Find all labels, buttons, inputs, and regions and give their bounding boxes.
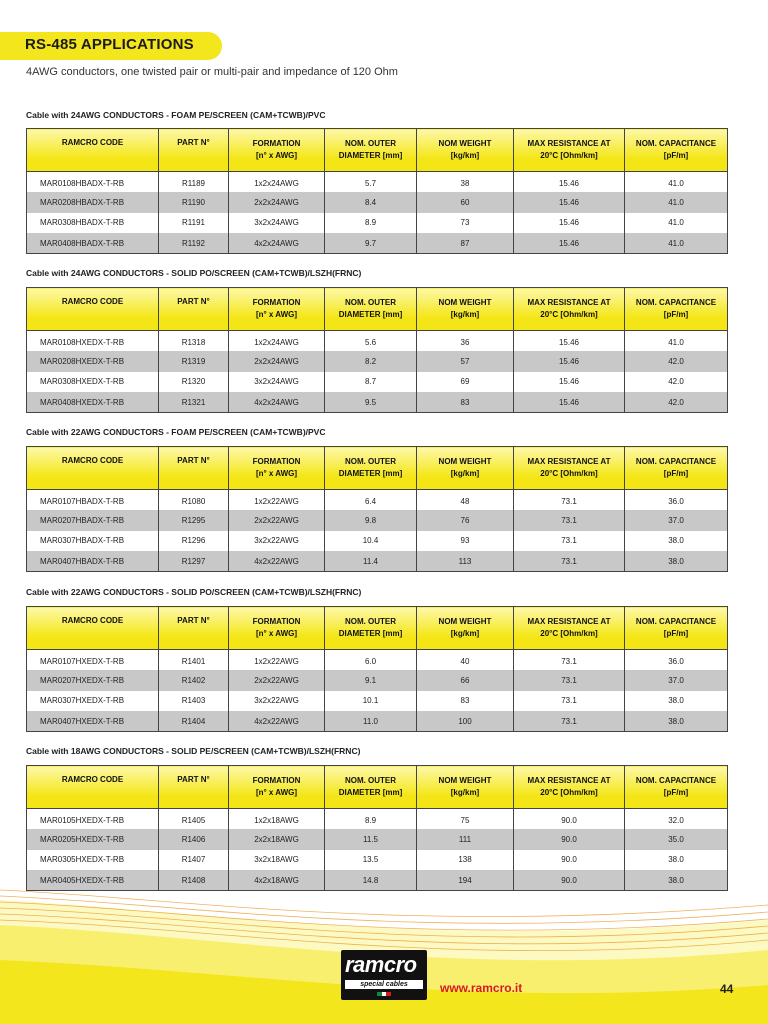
table-header-row [27, 607, 728, 650]
cell-capacitance: 37.0 [625, 670, 728, 691]
column-header-outer-diameter [325, 447, 417, 490]
cell-formation: 1x2x22AWG [229, 650, 325, 671]
table-row [27, 331, 728, 352]
column-header-line1: RAMCRO CODE [61, 138, 124, 147]
column-header-line2: [n° x AWG] [255, 469, 298, 478]
cell-outer-diameter: 8.2 [325, 351, 417, 372]
column-header-line1: NOM. CAPACITANCE [635, 617, 717, 626]
cell-weight: 194 [417, 870, 514, 891]
cell-outer-diameter: 6.4 [325, 490, 417, 511]
table-row [27, 829, 728, 850]
cell-part-number: R1407 [159, 850, 229, 871]
column-header-line1: FORMATION [252, 457, 301, 466]
column-header-line1: MAX RESISTANCE AT [527, 617, 611, 626]
cell-part-number: R1295 [159, 510, 229, 531]
column-header-line2: [pF/m] [663, 151, 689, 160]
table-row [27, 372, 728, 393]
column-header-line2: [n° x AWG] [255, 151, 298, 160]
cell-part-number: R1296 [159, 531, 229, 552]
cell-formation: 2x2x24AWG [229, 192, 325, 213]
cell-capacitance: 42.0 [625, 372, 728, 393]
cell-max-resistance: 15.46 [514, 392, 625, 413]
cell-ramcro-code: MAR0207HBADX-T-RB [27, 510, 159, 531]
cell-weight: 113 [417, 551, 514, 572]
column-header-weight [417, 129, 514, 172]
cell-weight: 69 [417, 372, 514, 393]
cell-max-resistance: 15.46 [514, 172, 625, 193]
column-header-line1: NOM WEIGHT [438, 298, 492, 307]
column-header-line2: DIAMETER [mm] [338, 151, 403, 160]
column-header-ramcro-code [27, 129, 159, 172]
cell-ramcro-code: MAR0308HBADX-T-RB [27, 213, 159, 234]
cell-weight: 40 [417, 650, 514, 671]
column-header-formation [229, 607, 325, 650]
column-header-part-number [159, 129, 229, 172]
cell-weight: 38 [417, 172, 514, 193]
cell-ramcro-code: MAR0208HBADX-T-RB [27, 192, 159, 213]
column-header-capacitance [625, 447, 728, 490]
column-header-max-resistance [514, 288, 625, 331]
cell-ramcro-code: MAR0307HXEDX-T-RB [27, 691, 159, 712]
cell-max-resistance: 73.1 [514, 490, 625, 511]
cell-weight: 57 [417, 351, 514, 372]
column-header-line2: [kg/km] [450, 629, 480, 638]
spec-table [26, 128, 728, 254]
cell-part-number: R1080 [159, 490, 229, 511]
cell-capacitance: 36.0 [625, 650, 728, 671]
column-header-line1: MAX RESISTANCE AT [527, 776, 611, 785]
column-header-line1: PART N° [177, 297, 210, 306]
logo-tagline: special cables [345, 980, 423, 989]
column-header-line2: [pF/m] [663, 788, 689, 797]
cell-weight: 73 [417, 213, 514, 234]
cell-max-resistance: 90.0 [514, 829, 625, 850]
cell-weight: 111 [417, 829, 514, 850]
cell-formation: 1x2x24AWG [229, 172, 325, 193]
cell-part-number: R1321 [159, 392, 229, 413]
cell-ramcro-code: MAR0207HXEDX-T-RB [27, 670, 159, 691]
section-title: Cable with 24AWG CONDUCTORS - FOAM PE/SCREEN (CAM+TCWB)/PVC [26, 110, 326, 120]
section-title: Cable with 24AWG CONDUCTORS - SOLID PO/SCREEN (CAM+TCWB)/LSZH(FRNC) [26, 268, 362, 278]
table-row [27, 670, 728, 691]
table-row [27, 691, 728, 712]
cell-formation: 1x2x18AWG [229, 809, 325, 830]
column-header-part-number [159, 288, 229, 331]
cell-weight: 48 [417, 490, 514, 511]
column-header-outer-diameter [325, 288, 417, 331]
cell-part-number: R1404 [159, 711, 229, 732]
cell-ramcro-code: MAR0407HXEDX-T-RB [27, 711, 159, 732]
section-title: Cable with 22AWG CONDUCTORS - SOLID PO/SCREEN (CAM+TCWB)/LSZH(FRNC) [26, 587, 362, 597]
spec-table [26, 446, 728, 572]
table-header-row [27, 288, 728, 331]
column-header-capacitance [625, 766, 728, 809]
cell-capacitance: 38.0 [625, 691, 728, 712]
cell-ramcro-code: MAR0308HXEDX-T-RB [27, 372, 159, 393]
column-header-max-resistance [514, 129, 625, 172]
cell-max-resistance: 15.46 [514, 372, 625, 393]
column-header-line2: [n° x AWG] [255, 788, 298, 797]
cell-outer-diameter: 10.4 [325, 531, 417, 552]
column-header-formation [229, 129, 325, 172]
column-header-line2: [kg/km] [450, 310, 480, 319]
cell-max-resistance: 90.0 [514, 870, 625, 891]
cell-formation: 2x2x24AWG [229, 351, 325, 372]
column-header-line1: NOM. OUTER [344, 776, 397, 785]
cell-max-resistance: 15.46 [514, 351, 625, 372]
cell-outer-diameter: 8.9 [325, 809, 417, 830]
cell-part-number: R1190 [159, 192, 229, 213]
cell-ramcro-code: MAR0208HXEDX-T-RB [27, 351, 159, 372]
cell-capacitance: 38.0 [625, 551, 728, 572]
cell-max-resistance: 15.46 [514, 233, 625, 254]
cell-ramcro-code: MAR0105HXEDX-T-RB [27, 809, 159, 830]
column-header-capacitance [625, 288, 728, 331]
table-row [27, 490, 728, 511]
cell-weight: 87 [417, 233, 514, 254]
cell-formation: 2x2x22AWG [229, 510, 325, 531]
cell-weight: 93 [417, 531, 514, 552]
cell-ramcro-code: MAR0405HXEDX-T-RB [27, 870, 159, 891]
column-header-line1: NOM WEIGHT [438, 139, 492, 148]
table-header-row [27, 766, 728, 809]
table-row [27, 850, 728, 871]
column-header-ramcro-code [27, 607, 159, 650]
section-title: Cable with 18AWG CONDUCTORS - SOLID PE/SCREEN (CAM+TCWB)/LSZH(FRNC) [26, 746, 361, 756]
column-header-line2: 20°C [Ohm/km] [540, 151, 598, 160]
column-header-line1: PART N° [177, 138, 210, 147]
column-header-line2: [kg/km] [450, 151, 480, 160]
cell-outer-diameter: 9.8 [325, 510, 417, 531]
cell-max-resistance: 73.1 [514, 670, 625, 691]
column-header-formation [229, 288, 325, 331]
cell-outer-diameter: 11.0 [325, 711, 417, 732]
cell-ramcro-code: MAR0108HBADX-T-RB [27, 172, 159, 193]
cell-capacitance: 41.0 [625, 331, 728, 352]
column-header-formation [229, 766, 325, 809]
cell-ramcro-code: MAR0407HBADX-T-RB [27, 551, 159, 572]
column-header-part-number [159, 607, 229, 650]
ramcro-logo [341, 950, 427, 1000]
cell-part-number: R1405 [159, 809, 229, 830]
column-header-line2: [kg/km] [450, 469, 480, 478]
cell-outer-diameter: 8.4 [325, 192, 417, 213]
spec-table [26, 287, 728, 413]
cell-capacitance: 38.0 [625, 870, 728, 891]
cell-capacitance: 42.0 [625, 351, 728, 372]
table-row [27, 192, 728, 213]
column-header-line1: NOM. CAPACITANCE [635, 776, 717, 785]
cell-weight: 83 [417, 691, 514, 712]
column-header-outer-diameter [325, 129, 417, 172]
cell-weight: 100 [417, 711, 514, 732]
cell-outer-diameter: 5.6 [325, 331, 417, 352]
column-header-line2: DIAMETER [mm] [338, 310, 403, 319]
cell-outer-diameter: 10.1 [325, 691, 417, 712]
italian-flag-icon [377, 992, 391, 996]
column-header-part-number [159, 766, 229, 809]
cell-formation: 4x2x22AWG [229, 711, 325, 732]
cell-ramcro-code: MAR0307HBADX-T-RB [27, 531, 159, 552]
cell-weight: 36 [417, 331, 514, 352]
cell-formation: 1x2x24AWG [229, 331, 325, 352]
cell-part-number: R1402 [159, 670, 229, 691]
column-header-part-number [159, 447, 229, 490]
cell-max-resistance: 90.0 [514, 850, 625, 871]
table-row [27, 809, 728, 830]
cell-part-number: R1403 [159, 691, 229, 712]
cell-outer-diameter: 14.8 [325, 870, 417, 891]
column-header-line1: PART N° [177, 775, 210, 784]
cell-max-resistance: 73.1 [514, 711, 625, 732]
page-subtitle: 4AWG conductors, one twisted pair or multi-pair and impedance of 120 Ohm [26, 66, 398, 78]
column-header-line2: [pF/m] [663, 629, 689, 638]
column-header-line1: FORMATION [252, 298, 301, 307]
table-row [27, 351, 728, 372]
column-header-line1: PART N° [177, 456, 210, 465]
column-header-line1: FORMATION [252, 776, 301, 785]
column-header-capacitance [625, 607, 728, 650]
column-header-line2: [kg/km] [450, 788, 480, 797]
cell-outer-diameter: 11.5 [325, 829, 417, 850]
cell-max-resistance: 15.46 [514, 192, 625, 213]
column-header-line2: DIAMETER [mm] [338, 469, 403, 478]
column-header-line1: FORMATION [252, 617, 301, 626]
table-row [27, 510, 728, 531]
cell-ramcro-code: MAR0205HXEDX-T-RB [27, 829, 159, 850]
column-header-line2: 20°C [Ohm/km] [540, 310, 598, 319]
cell-outer-diameter: 6.0 [325, 650, 417, 671]
cell-capacitance: 41.0 [625, 213, 728, 234]
column-header-line1: NOM. OUTER [344, 298, 397, 307]
cell-ramcro-code: MAR0408HBADX-T-RB [27, 233, 159, 254]
cell-formation: 2x2x18AWG [229, 829, 325, 850]
column-header-line1: RAMCRO CODE [61, 456, 124, 465]
column-header-outer-diameter [325, 766, 417, 809]
table-row [27, 392, 728, 413]
cell-formation: 4x2x22AWG [229, 551, 325, 572]
spec-table [26, 765, 728, 891]
table-row [27, 172, 728, 193]
cell-part-number: R1408 [159, 870, 229, 891]
cell-part-number: R1191 [159, 213, 229, 234]
cell-formation: 3x2x24AWG [229, 213, 325, 234]
cell-formation: 1x2x22AWG [229, 490, 325, 511]
cell-part-number: R1320 [159, 372, 229, 393]
column-header-line2: [n° x AWG] [255, 629, 298, 638]
cell-capacitance: 41.0 [625, 233, 728, 254]
column-header-line2: 20°C [Ohm/km] [540, 629, 598, 638]
cell-formation: 3x2x24AWG [229, 372, 325, 393]
column-header-line1: MAX RESISTANCE AT [527, 298, 611, 307]
page-title: RS-485 APPLICATIONS [25, 36, 194, 53]
cell-capacitance: 37.0 [625, 510, 728, 531]
cell-weight: 138 [417, 850, 514, 871]
column-header-line2: 20°C [Ohm/km] [540, 469, 598, 478]
column-header-line2: DIAMETER [mm] [338, 629, 403, 638]
cell-capacitance: 35.0 [625, 829, 728, 850]
column-header-max-resistance [514, 447, 625, 490]
cell-max-resistance: 73.1 [514, 510, 625, 531]
cell-max-resistance: 73.1 [514, 691, 625, 712]
cell-max-resistance: 73.1 [514, 551, 625, 572]
cell-formation: 4x2x18AWG [229, 870, 325, 891]
column-header-line1: NOM. OUTER [344, 139, 397, 148]
table-row [27, 531, 728, 552]
cell-outer-diameter: 9.5 [325, 392, 417, 413]
cell-formation: 2x2x22AWG [229, 670, 325, 691]
page-number: 44 [720, 982, 734, 996]
cell-ramcro-code: MAR0305HXEDX-T-RB [27, 850, 159, 871]
cell-outer-diameter: 9.1 [325, 670, 417, 691]
column-header-line2: [pF/m] [663, 469, 689, 478]
column-header-line1: MAX RESISTANCE AT [527, 139, 611, 148]
cell-max-resistance: 90.0 [514, 809, 625, 830]
column-header-max-resistance [514, 607, 625, 650]
column-header-ramcro-code [27, 288, 159, 331]
cell-part-number: R1297 [159, 551, 229, 572]
cell-capacitance: 38.0 [625, 850, 728, 871]
cell-outer-diameter: 5.7 [325, 172, 417, 193]
cell-capacitance: 41.0 [625, 172, 728, 193]
website-link[interactable]: www.ramcro.it [440, 981, 523, 995]
section-title: Cable with 22AWG CONDUCTORS - FOAM PE/SCREEN (CAM+TCWB)/PVC [26, 427, 326, 437]
table-header-row [27, 129, 728, 172]
cell-ramcro-code: MAR0107HBADX-T-RB [27, 490, 159, 511]
column-header-line2: [pF/m] [663, 310, 689, 319]
cell-formation: 4x2x24AWG [229, 392, 325, 413]
table-header-row [27, 447, 728, 490]
cell-ramcro-code: MAR0108HXEDX-T-RB [27, 331, 159, 352]
cell-part-number: R1192 [159, 233, 229, 254]
cell-outer-diameter: 8.9 [325, 213, 417, 234]
column-header-max-resistance [514, 766, 625, 809]
cell-part-number: R1189 [159, 172, 229, 193]
cell-outer-diameter: 11.4 [325, 551, 417, 572]
column-header-outer-diameter [325, 607, 417, 650]
column-header-line1: NOM. CAPACITANCE [635, 298, 717, 307]
column-header-line1: PART N° [177, 616, 210, 625]
cell-max-resistance: 73.1 [514, 531, 625, 552]
cell-formation: 4x2x24AWG [229, 233, 325, 254]
cell-formation: 3x2x22AWG [229, 691, 325, 712]
cell-weight: 75 [417, 809, 514, 830]
cell-max-resistance: 15.46 [514, 213, 625, 234]
cell-formation: 3x2x18AWG [229, 850, 325, 871]
logo-wordmark: ramcro [345, 952, 417, 977]
cell-weight: 83 [417, 392, 514, 413]
cell-part-number: R1401 [159, 650, 229, 671]
column-header-line1: NOM WEIGHT [438, 457, 492, 466]
column-header-line1: NOM WEIGHT [438, 617, 492, 626]
column-header-line1: NOM WEIGHT [438, 776, 492, 785]
spec-table [26, 606, 728, 732]
table-row [27, 233, 728, 254]
cell-capacitance: 42.0 [625, 392, 728, 413]
column-header-line1: NOM. OUTER [344, 457, 397, 466]
column-header-ramcro-code [27, 766, 159, 809]
cell-part-number: R1406 [159, 829, 229, 850]
cell-part-number: R1318 [159, 331, 229, 352]
cell-capacitance: 36.0 [625, 490, 728, 511]
cell-max-resistance: 73.1 [514, 650, 625, 671]
cell-ramcro-code: MAR0408HXEDX-T-RB [27, 392, 159, 413]
cell-capacitance: 38.0 [625, 531, 728, 552]
cell-capacitance: 38.0 [625, 711, 728, 732]
column-header-line2: 20°C [Ohm/km] [540, 788, 598, 797]
cell-part-number: R1319 [159, 351, 229, 372]
cell-outer-diameter: 9.7 [325, 233, 417, 254]
column-header-line1: MAX RESISTANCE AT [527, 457, 611, 466]
column-header-line1: RAMCRO CODE [61, 616, 124, 625]
cell-max-resistance: 15.46 [514, 331, 625, 352]
column-header-line2: DIAMETER [mm] [338, 788, 403, 797]
cell-weight: 66 [417, 670, 514, 691]
column-header-line1: RAMCRO CODE [61, 775, 124, 784]
cell-formation: 3x2x22AWG [229, 531, 325, 552]
cell-capacitance: 32.0 [625, 809, 728, 830]
column-header-line1: NOM. CAPACITANCE [635, 139, 717, 148]
column-header-formation [229, 447, 325, 490]
table-row [27, 213, 728, 234]
column-header-weight [417, 766, 514, 809]
column-header-line1: RAMCRO CODE [61, 297, 124, 306]
column-header-capacitance [625, 129, 728, 172]
cell-capacitance: 41.0 [625, 192, 728, 213]
table-row [27, 650, 728, 671]
column-header-weight [417, 288, 514, 331]
table-row [27, 551, 728, 572]
column-header-weight [417, 607, 514, 650]
column-header-line1: FORMATION [252, 139, 301, 148]
table-row [27, 711, 728, 732]
cell-outer-diameter: 13.5 [325, 850, 417, 871]
column-header-ramcro-code [27, 447, 159, 490]
cell-weight: 76 [417, 510, 514, 531]
column-header-line1: NOM. CAPACITANCE [635, 457, 717, 466]
column-header-line1: NOM. OUTER [344, 617, 397, 626]
cell-outer-diameter: 8.7 [325, 372, 417, 393]
column-header-weight [417, 447, 514, 490]
column-header-line2: [n° x AWG] [255, 310, 298, 319]
cell-weight: 60 [417, 192, 514, 213]
cell-ramcro-code: MAR0107HXEDX-T-RB [27, 650, 159, 671]
